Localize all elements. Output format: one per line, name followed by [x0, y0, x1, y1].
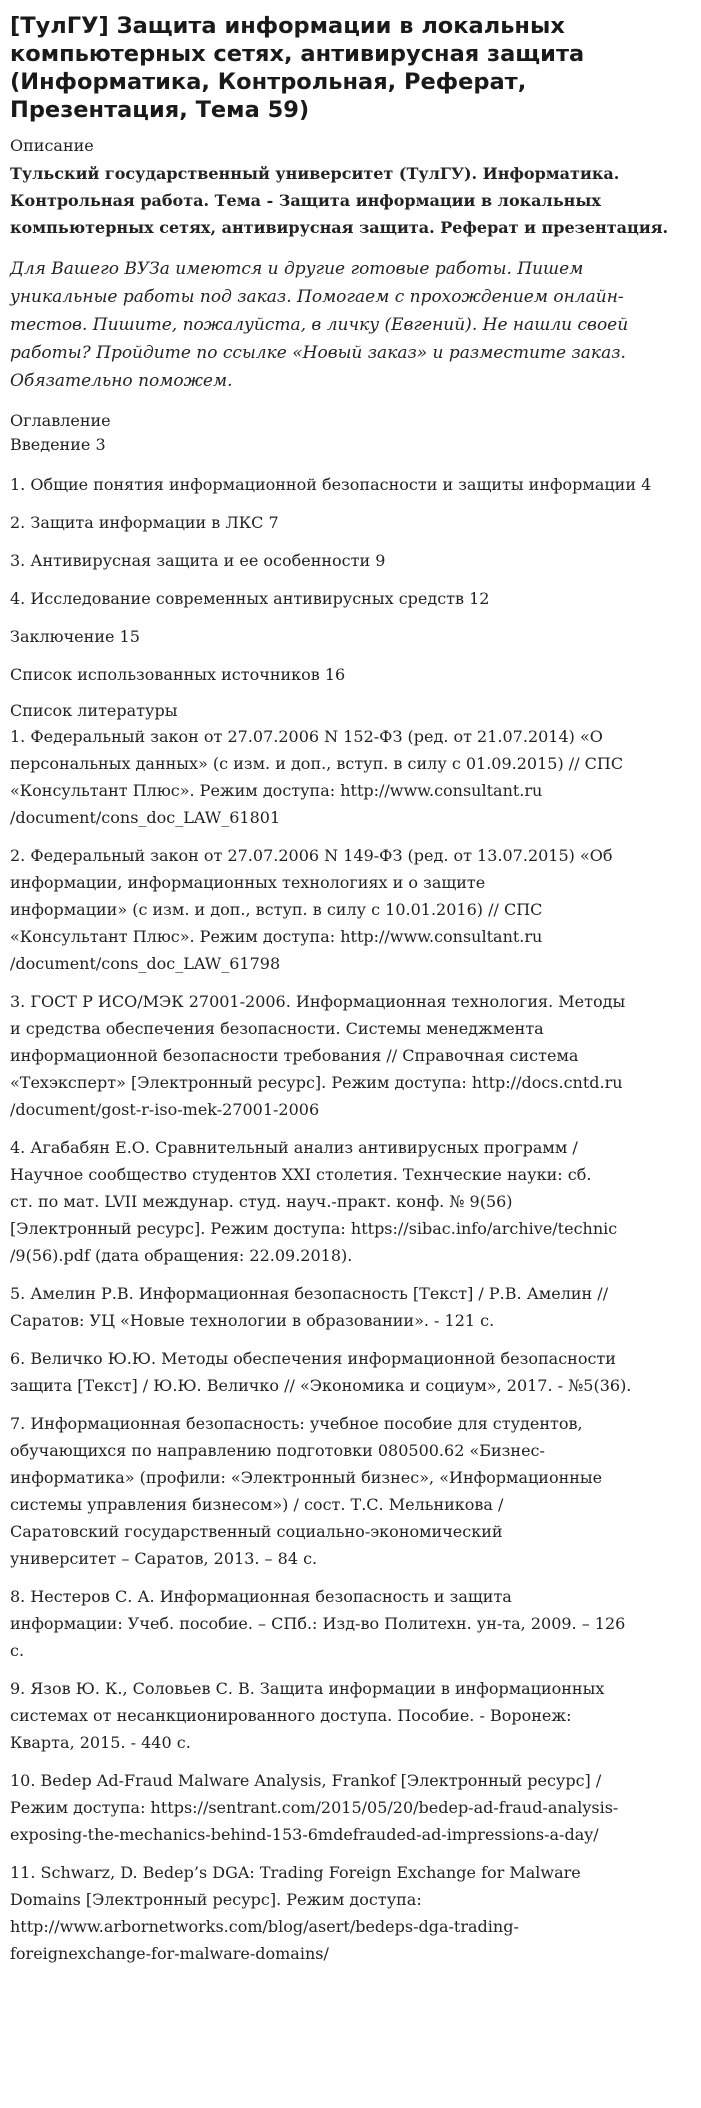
references-label: Список литературы — [10, 701, 178, 720]
reference-item: 5. Амелин Р.В. Информационная безопасность [Текст] / Р.В. Амелин // Саратов: УЦ «Новые технологии в образовании». - 121 с. — [10, 1284, 609, 1330]
reference-item: 1. Федеральный закон от 27.07.2006 N 152-ФЗ (ред. от 21.07.2014) «О персональных данных» (с изм. и доп., вступ. в силу с 01.09.2015) // СПС «Консультант Плюс». Режим доступа: http://www.consultant.ru /document/cons_doc_LAW_61801 — [10, 727, 624, 827]
toc-item: 4. Исследование современных антивирусных средств 12 — [10, 589, 490, 608]
toc-item: Список использованных источников 16 — [10, 665, 346, 684]
toc-item: Заключение 15 — [10, 627, 140, 646]
toc-item: 1. Общие понятия информационной безопасности и защиты информации 4 — [10, 475, 652, 494]
page-title: [ТулГУ] Защита информации в локальных компьютерных сетях, антивирусная защита (Информатика, Контрольная, Реферат, Презентация, Тема 59) — [10, 13, 585, 123]
reference-item: 9. Язов Ю. К., Соловьев С. В. Защита информации в информационных системах от несанкционированного доступа. Пособие. - Воронеж: Кварта, 2015. - 440 с. — [10, 1679, 605, 1752]
reference-item: 6. Величко Ю.Ю. Методы обеспечения информационной безопасности защита [Текст] / Ю.Ю. Величко // «Экономика и социум», 2017. - №5(36). — [10, 1349, 632, 1395]
reference-item: 10. Bedep Ad-Fraud Malware Analysis, Frankof [Электронный ресурс] / Режим доступа: https://sentrant.com/2015/05/20/bedep-ad-fraud-analysis- exposing-the-mechanics-behind-153-6mdefrauded-ad-impressions-a-day/ — [10, 1771, 619, 1844]
description-summary: Тульский государственный университет (ТулГУ). Информатика. Контрольная работа. Тема - Защита информации в локальных компьютерных сетях, антивирусная защита. Реферат и презентация. — [10, 164, 669, 237]
reference-item: 8. Нестеров С. А. Информационная безопасность и защита информации: Учеб. пособие. – СПб.: Изд-во Политехн. ун-та, 2009. – 126 с. — [10, 1587, 626, 1660]
reference-item: 7. Информационная безопасность: учебное пособие для студентов, обучающихся по направлению подготовки 080500.62 «Бизнес- информатика» (профили: «Электронный бизнес», «Информационные системы управления бизнесом») / сост. Т.С. Мельникова / Саратовский государственный социально-экономический университет – Саратов, 2013. – 84 с. — [10, 1414, 603, 1568]
toc-item: 3. Антивирусная защита и ее особенности 9 — [10, 551, 386, 570]
description-label: Описание — [10, 136, 94, 155]
toc-label: Оглавление — [10, 411, 111, 430]
reference-item: 4. Агабабян Е.О. Сравнительный анализ антивирусных программ / Научное сообщество студентов XXI столетия. Технческие науки: сб. ст. по мат. LVII междунар. студ. науч.-практ. конф. № 9(56) [Электронный ресурс]. Режим доступа: https://sibac.info/archive/technic /9(56).pdf (дата обращения: 22.09.2018). — [10, 1138, 618, 1265]
toc-item: Введение 3 — [10, 435, 106, 454]
toc-item: 2. Защита информации в ЛКС 7 — [10, 513, 279, 532]
description-note: Для Вашего ВУЗа имеются и другие готовые работы. Пишем уникальные работы под заказ. Помогаем с прохождением онлайн-тестов. Пишите, пожалуйста, в личку (Евгений). Не нашли своей работы? Пройдите по ссылке «Новый заказ» и разместите заказ. Обязательно поможем. — [10, 259, 629, 391]
reference-item: 11. Schwarz, D. Bedep’s DGA: Trading Foreign Exchange for Malware Domains [Электронный ресурс]. Режим доступа: http://www.arbornetworks.com/blog/asert/bedeps-dga-trading- foreignexchange-for-malware-domains/ — [10, 1863, 581, 1963]
reference-item: 3. ГОСТ Р ИСО/МЭК 27001-2006. Информационная технология. Методы и средства обеспечения безопасности. Системы менеджмента информационной безопасности требования // Справочная система «Техэксперт» [Электронный ресурс]. Режим доступа: http://docs.cntd.ru /document/gost-r-iso-mek-27001-2006 — [10, 992, 626, 1119]
reference-item: 2. Федеральный закон от 27.07.2006 N 149-ФЗ (ред. от 13.07.2015) «Об информации, информационных технологиях и о защите информации» (с изм. и доп., вступ. в силу с 10.01.2016) // СПС «Консультант Плюс». Режим доступа: http://www.consultant.ru /document/cons_doc_LAW_61798 — [10, 846, 613, 973]
